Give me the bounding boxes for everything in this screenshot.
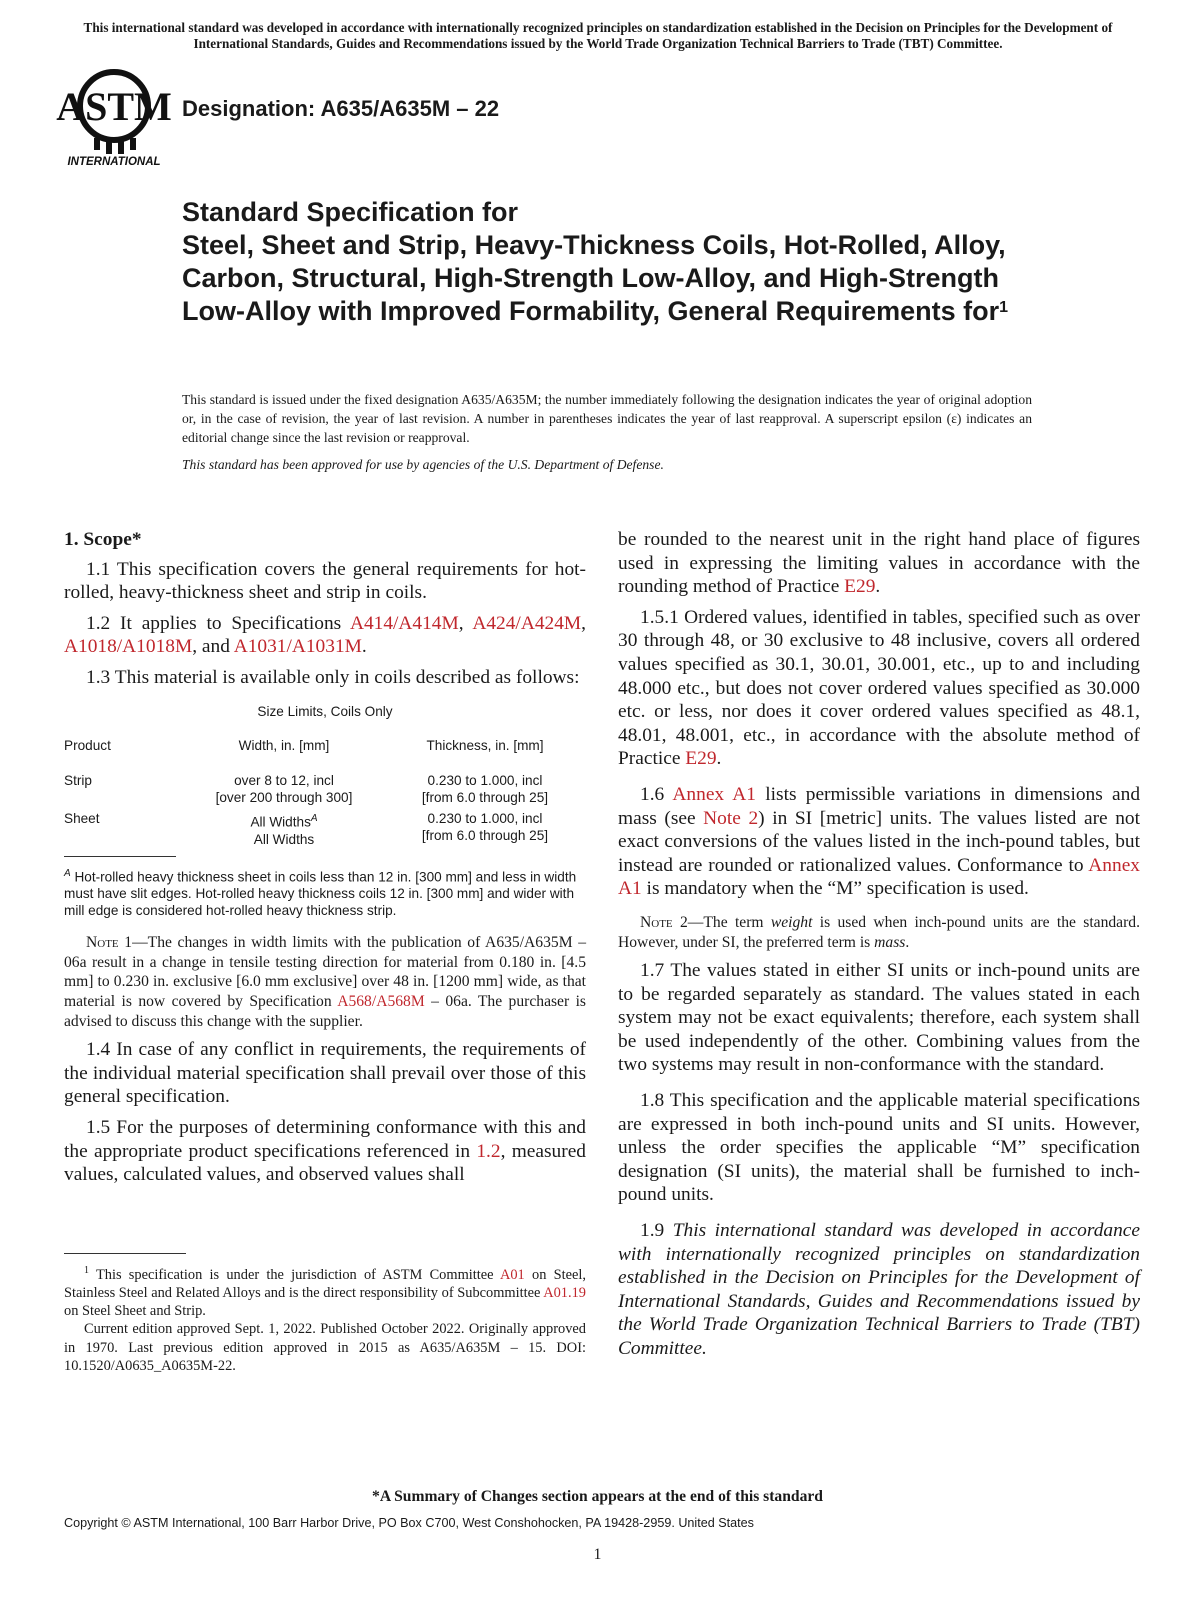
- paragraph-1-5-1: 1.5.1 Ordered values, identified in tables, specified such as over 30 through 48, or 30 exclusive to 48 inclusive, covers all ordered values specified as 30.1, 30.01, 30.001, etc., up to and including 48.000 etc., but does not cover ordered values specified as 30.000 etc. or less, nor does it cover ordered values specified as 48.1, 48.01, 48.001, etc., in accordance with the absolute method of Practice E29.: [618, 606, 1140, 770]
- paragraph-1-2: 1.2 It applies to Specifications A414/A414M, A424/A424M, A1018/A1018M, and A1031/A1031M.: [64, 612, 587, 658]
- title-line-2: Steel, Sheet and Strip, Heavy-Thickness Coils, Hot-Rolled, Alloy, Carbon, Structural, High-Strength Low-Alloy, and High-Strength Low-Alloy with Improved Formability, General Requirements for$^1$: [182, 230, 1009, 326]
- link-subcommittee-a01-19[interactable]: A01.19: [543, 1285, 586, 1301]
- title-line-1: Standard Specification for: [182, 197, 519, 227]
- designation: Designation: A635/A635M – 22: [182, 96, 500, 121]
- document-title: [182, 196, 1062, 328]
- cell-width: All Widths$^A$ All Widths: [250, 813, 318, 847]
- link-e29[interactable]: E29: [685, 748, 717, 770]
- table-footnote: $^A$ Hot-rolled heavy thickness sheet in coils less than 12 in. [300 mm] and less in width must have slit edges. Hot-rolled heavy thickness coils 12 in. [300 mm] and wider with mill edge is considered hot-rolled heavy thickness strip.: [64, 867, 577, 919]
- table-header-row: [64, 737, 586, 772]
- paragraph-1-9: 1.9 This international standard was developed in accordance with internationally recognized principles on standardization established in the Decision on Principles for the Development of International Standards, Guides and Recommendations issued by the World Trade Organization Technical Barriers to Trade (TBT) Committee.: [618, 1220, 1141, 1359]
- section-heading-scope: 1. Scope*: [64, 529, 142, 550]
- page-number: 1: [593, 1546, 602, 1563]
- cell-thickness: 0.230 to 1.000, incl [from 6.0 through 25]: [421, 811, 549, 844]
- note-2: Note 2—The term weight is used when inch-pound units are the standard. However, under SI, the preferred term is mass.: [618, 913, 1140, 951]
- paragraph-1-5: 1.5 For the purposes of determining conformance with this and the appropriate product specifications referenced in 1.2, measured values, calculated values, and observed values shall: [64, 1116, 586, 1186]
- cell-product: Sheet: [64, 811, 100, 827]
- header-product: Product: [64, 738, 111, 754]
- paragraph-1-5-continued: be rounded to the nearest unit in the right hand place of figures used in expressing the limiting values in accordance with the rounding method of Practice E29.: [618, 529, 1140, 598]
- link-annex-a1[interactable]: Annex A1: [672, 783, 756, 805]
- title-footnote-mark: 1: [999, 299, 1009, 316]
- link-note-2[interactable]: Note 2: [703, 807, 759, 829]
- issue-note: This standard is issued under the fixed designation A635/A635M; the number immediately following the designation indicates the year of original adoption or, in the case of revision, the year of last revision. A number in parentheses indicates the year of last reapproval. A superscript epsilon (ε) indicates an editorial change since the last revision or reapproval.: [182, 392, 1032, 445]
- approval-note: This standard has been approved for use by agencies of the U.S. Department of Defense.: [182, 457, 664, 472]
- table-row: [64, 772, 586, 810]
- header-thickness: Thickness, in. [mm]: [426, 738, 544, 754]
- paragraph-1-3: 1.3 This material is available only in coils described as follows:: [86, 666, 580, 688]
- summary-of-changes-note: *A Summary of Changes section appears at the end of this standard: [372, 1488, 823, 1505]
- link-e29[interactable]: E29: [844, 576, 876, 598]
- link-section-1-2[interactable]: 1.2: [476, 1140, 501, 1162]
- astm-logo-icon: [56, 68, 172, 168]
- paragraph-1-8: 1.8 This specification and the applicable material specifications are expressed in both inch-pound units and SI units. However, unless the order specifies the applicable “M” specification designation (SI units), the material shall be furnished to inch-pound units.: [618, 1090, 1140, 1206]
- table-footnote-rule: [64, 856, 176, 857]
- footnotes: [64, 1262, 586, 1375]
- link-annex-a1[interactable]: Annex A1: [618, 854, 1140, 900]
- link-committee-a01[interactable]: A01: [499, 1266, 525, 1283]
- footnote-1: $^1$ This specification is under the jurisdiction of ASTM Committee A01 on Steel, Stainless Steel and Related Alloys and is the direct responsibility of Subcommittee A01.19 on Steel Sheet and Strip.: [64, 1265, 586, 1320]
- link-a1018[interactable]: A1018/A1018M: [64, 636, 193, 658]
- cell-thickness: 0.230 to 1.000, incl [from 6.0 through 25]: [421, 773, 549, 806]
- left-column: [64, 528, 586, 1194]
- cell-width: over 8 to 12, incl [over 200 through 300]: [215, 773, 353, 806]
- table-caption: Size Limits, Coils Only: [257, 703, 393, 719]
- paragraph-1-7: 1.7 The values stated in either SI units or inch-pound units are to be regarded separately as standard. The values stated in each system may not be exact equivalents; therefore, each system shall be used independently of the other. Combining values from the two systems may result in non-conformance with the standard.: [618, 960, 1140, 1076]
- paragraph-1-4: 1.4 In case of any conflict in requirements, the requirements of the individual material specification shall prevail over those of this general specification.: [64, 1039, 586, 1108]
- right-column: [618, 528, 1140, 1368]
- paragraph-1-1: 1.1 This specification covers the general requirements for hot-rolled, heavy-thickness sheet and strip in coils.: [64, 558, 586, 604]
- paragraph-1-6: 1.6 Annex A1 lists permissible variations in dimensions and mass (see Note 2) in SI [metric] units. The values listed are not exact conversions of the values listed in the inch-pound tables, but instead are rounded or rationalized values. Conformance to Annex A1 is mandatory when the “M” specification is used.: [618, 783, 1141, 900]
- size-limits-table: [64, 737, 586, 848]
- note-1: Note 1—The changes in width limits with the publication of A635/A635M – 06a result in a change in tensile testing direction for material from 0.180 in. [4.5 mm] to 0.230 in. exclusive [6.0 mm exclusive] over 48 in. [1200 mm] wide, as that material is now covered by Specification A568/A568M – 06a. The purchaser is advised to discuss this change with the supplier.: [64, 934, 586, 1030]
- link-a424[interactable]: A424/A424M: [472, 612, 582, 634]
- astm-logo: [56, 68, 172, 168]
- link-a414[interactable]: A414/A414M: [349, 612, 459, 634]
- link-a1031[interactable]: A1031/A1031M: [233, 636, 362, 658]
- footnote-rule: [64, 1253, 186, 1254]
- copyright: Copyright © ASTM International, 100 Barr Harbor Drive, PO Box C700, West Conshohocken, PA 19428-2959. United States: [64, 1516, 754, 1530]
- link-a568[interactable]: A568/A568M: [337, 993, 425, 1010]
- table-row: [64, 810, 586, 848]
- logo-text: INTERNATIONAL: [67, 156, 161, 168]
- svg-text:ASTM: ASTM: [56, 84, 172, 129]
- header-width: Width, in. [mm]: [238, 738, 330, 754]
- top-notice: This international standard was developed in accordance with internationally recognized principles on standardization established in the Decision on Principles for the Development of International Standards, Guides and Recommendations issued by the World Trade Organization Technical Barriers to Trade (TBT) Committee.: [83, 20, 1113, 51]
- cell-product: Strip: [64, 773, 92, 789]
- footnote-edition: Current edition approved Sept. 1, 2022. Published October 2022. Originally approved in 1970. Last previous edition approved in 2015 as A635/A635M – 15. DOI: 10.1520/A0635_A0635M-22.: [64, 1321, 586, 1374]
